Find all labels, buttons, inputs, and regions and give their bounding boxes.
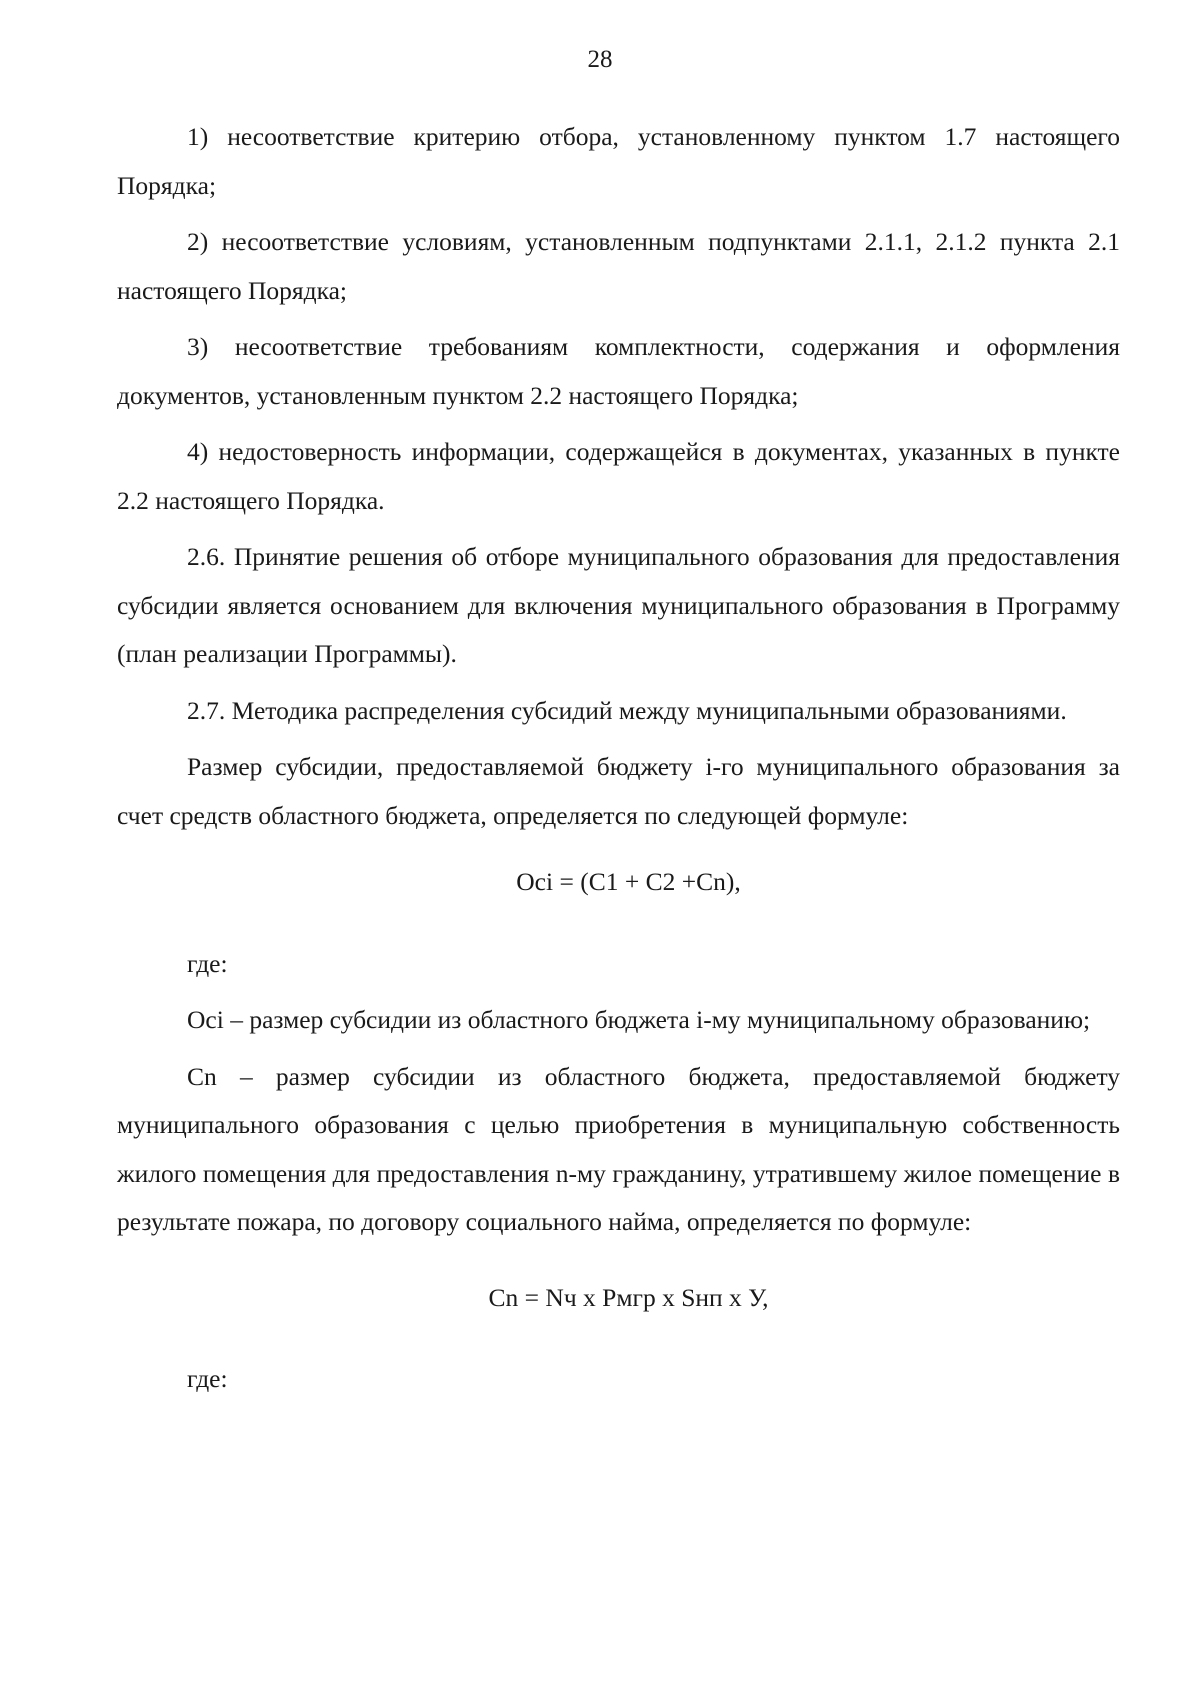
paragraph-item-1: 1) несоответствие критерию отбора, установленному пунктом 1.7 настоящего Порядка; bbox=[117, 122, 1120, 200]
formula-oci: Ocі = (С1 + С2 +Сn), bbox=[516, 867, 741, 896]
paragraph-item-3: 3) несоответствие требованиям комплектности, содержания и оформления документов, установленным пунктом 2.2 настоящего Порядка; bbox=[117, 332, 1120, 410]
paragraph-item-4: 4) недостоверность информации, содержащейся в документах, указанных в пункте 2.2 настоящего Порядка. bbox=[117, 437, 1120, 515]
page-number: 28 bbox=[587, 46, 613, 73]
document-body bbox=[117, 113, 1120, 1404]
definition-cn: Сn – размер субсидии из областного бюджета, предоставляемой бюджету муниципального образования с целью приобретения в муниципальную собственность жилого помещения для предоставления n-му гражданину, утратившему жилое помещение в результате пожара, по договору социального найма, определяется по формуле: bbox=[117, 1061, 1120, 1236]
definition-oci: Ocі – размер субсидии из областного бюджета i-му муниципальному образованию; bbox=[187, 1005, 1091, 1034]
paragraph-item-2: 2) несоответствие условиям, установленным подпунктами 2.1.1, 2.1.2 пункта 2.1 настоящего Порядка; bbox=[117, 227, 1120, 305]
where-label-1: где: bbox=[187, 948, 228, 978]
where-label-2: где: bbox=[187, 1364, 228, 1393]
formula-cn: Сn = Nч х Рмгр х Sнп х У, bbox=[488, 1282, 769, 1312]
paragraph-2-7: 2.7. Методика распределения субсидий между муниципальными образованиями. bbox=[187, 695, 1067, 725]
paragraph-2-6: 2.6. Принятие решения об отборе муниципального образования для предоставления субсидии является основанием для включения муниципального образования в Программу (план реализации Программы). bbox=[117, 542, 1120, 668]
paragraph-subsidy-size: Размер субсидии, предоставляемой бюджету i-го муниципального образования за счет средств областного бюджета, определяется по следующей формуле: bbox=[117, 752, 1120, 830]
